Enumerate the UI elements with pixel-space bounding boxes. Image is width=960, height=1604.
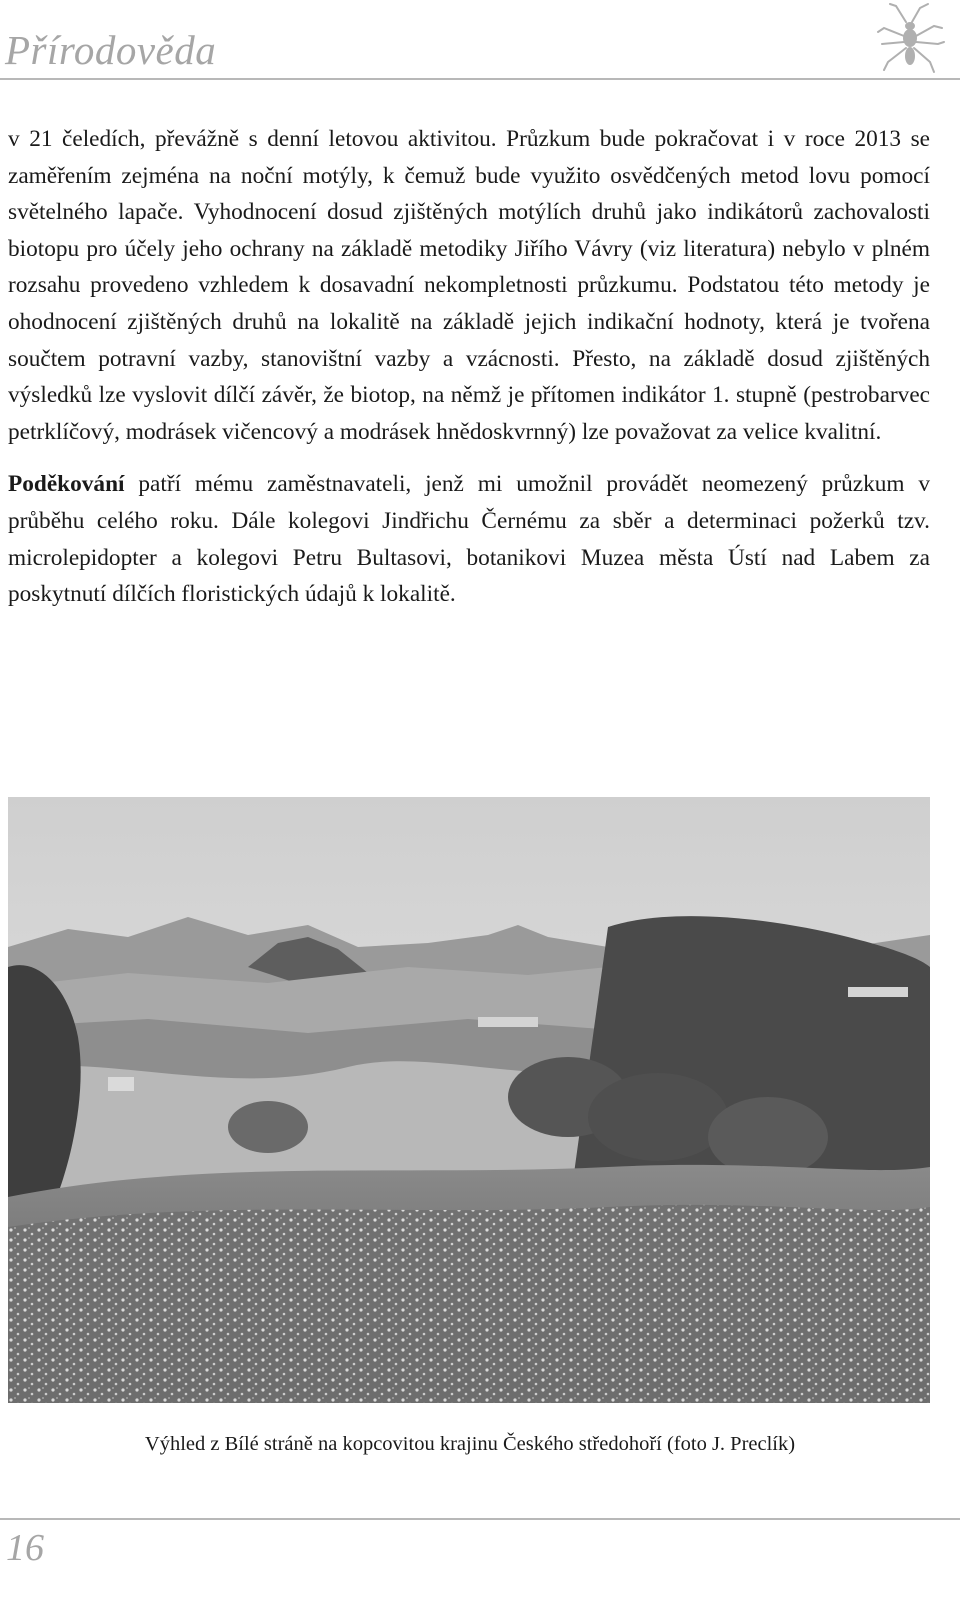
page-header [0, 0, 960, 82]
insect-logo-icon [876, 2, 946, 74]
section-title: Přírodověda [5, 27, 217, 73]
footer-divider [0, 1518, 960, 1520]
acknowledgement-text: patří mému zaměstnavateli, jenž mi umožnil provádět neomezený průzkum v průběhu celého roku. Dále kolegovi Jindřichu Černému za sběr a determinaci požerků tzv. microlepidopter a kolegovi Petru Bultasovi, botanikovi Muzea města Ústí nad Labem za poskytnutí dílčích floristických údajů k lokalitě. [8, 471, 930, 608]
landscape-photo [8, 797, 930, 1403]
article-body [8, 121, 930, 613]
photo-caption: Výhled z Bílé stráně na kopcovitou krajinu Českého středohoří (foto J. Preclík) [144, 1433, 796, 1455]
page-number: 16 [6, 1527, 44, 1569]
acknowledgement-heading: Poděkování [8, 471, 125, 498]
header-divider [0, 78, 960, 80]
acknowledgement-paragraph [8, 466, 930, 612]
paragraph: v 21 čeledích, převážně s denní letovou aktivitou. Průzkum bude pokračovat i v roce 2013 se zaměřením zejména na noční motýly, k čemuž bude využito osvědčených metod lovu pomocí světelného lapače. Vyhodnocení dosud zjištěných motýlích druhů jako indikátorů zachovalosti biotopu pro účely jeho ochrany na základě metodiky Jiřího Vávry (viz literatura) nebylo v plném rozsahu provedeno vzhledem k dosavadní nekompletnosti průzkumu. Podstatou této metody je ohodnocení zjištěných druhů na lokalitě na základě jejich indikační hodnoty, která je tvořena součtem potravní vazby, stanovištní vazby a vzácnosti. Přesto, na základě dosud zjištěných výsledků lze vyslovit dílčí závěr, že biotop, na němž je přítomen indikátor 1. stupně (pestrobarvec petrklíčový, modrásek vičencový a modrásek hnědoskvrnný) lze považovat za velice kvalitní. [8, 126, 930, 445]
